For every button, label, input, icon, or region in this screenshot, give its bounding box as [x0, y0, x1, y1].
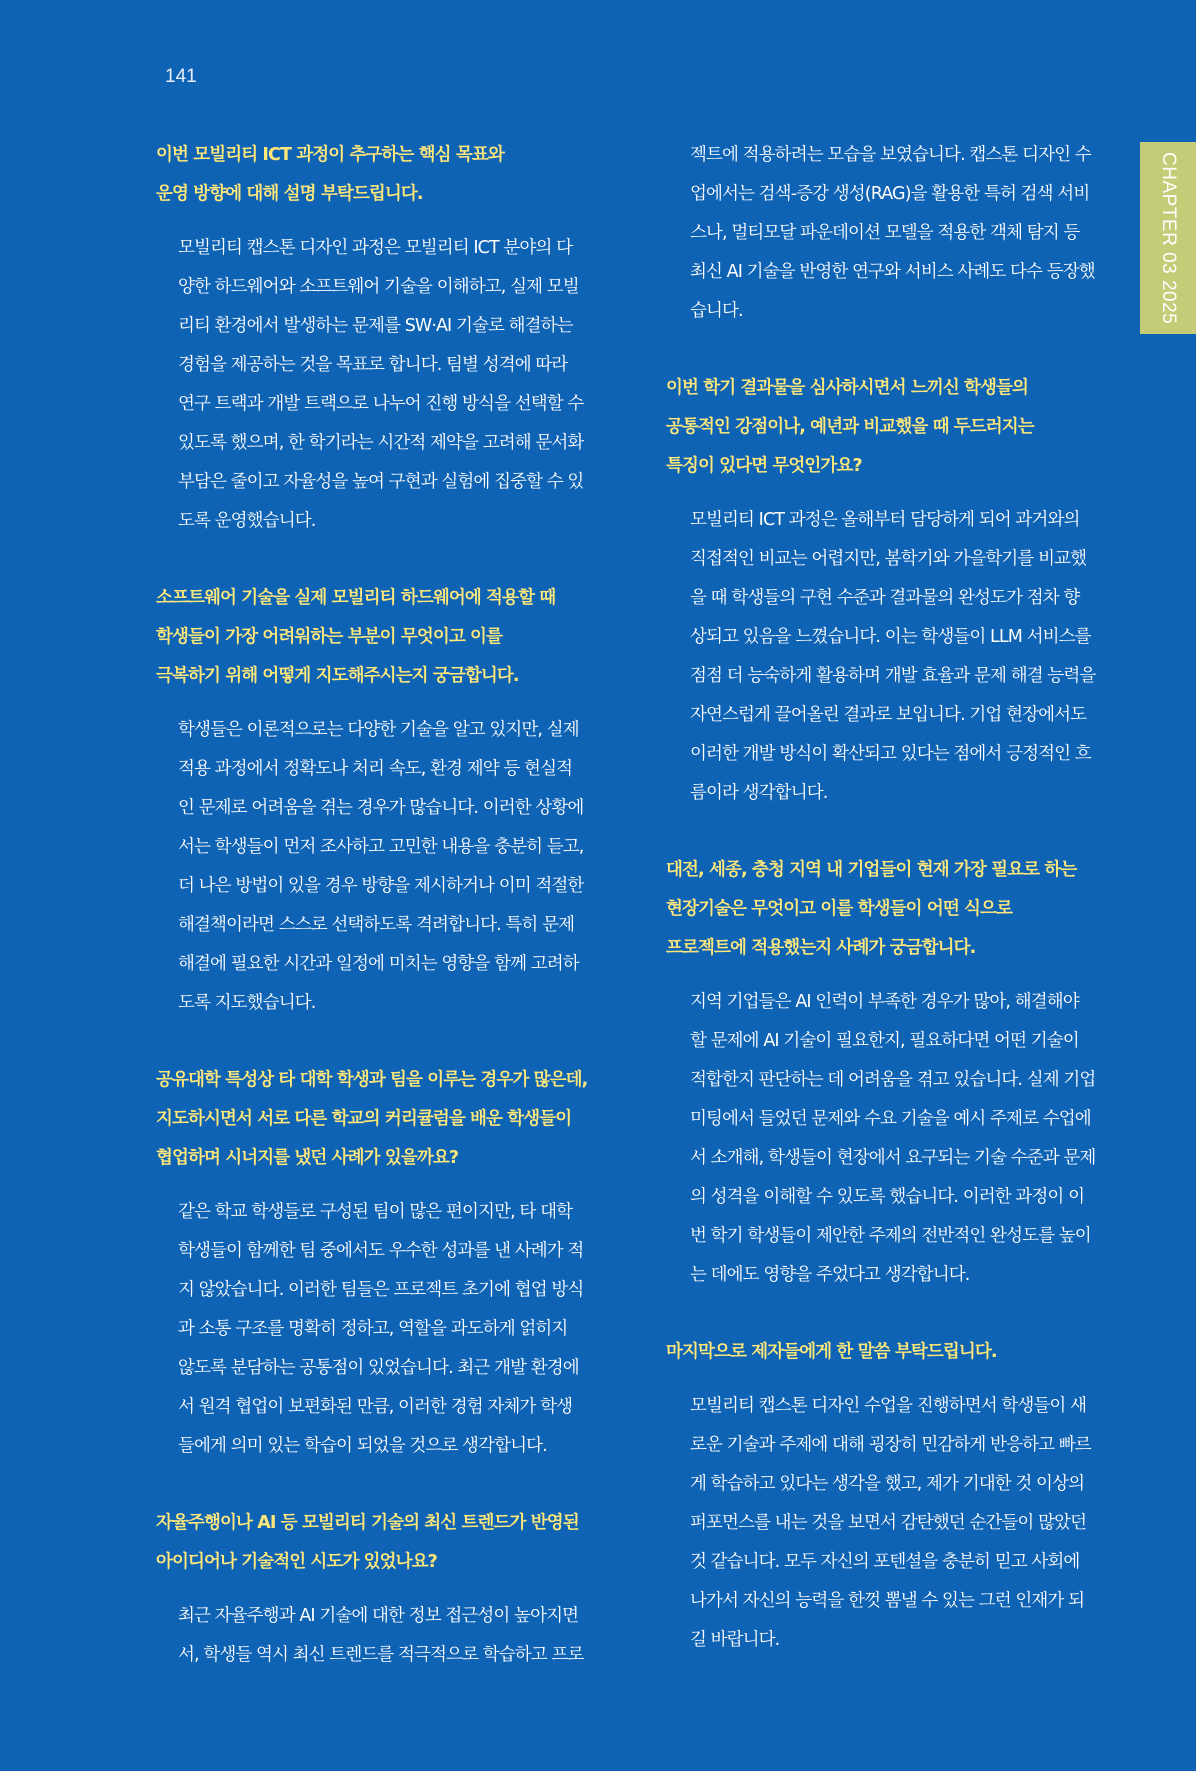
qa-block — [666, 369, 1116, 813]
chapter-tab-label: CHAPTER 03 2025 — [1158, 151, 1179, 325]
answer-paragraph: 모빌리티 ICT 과정은 올해부터 담당하게 되어 과거와의 직접적인 비교는 어렵지만, 봄학기와 가을학기를 비교했 을 때 학생들의 구현 수준과 결과물의 완성도가 점차 향 상되고 있음을 느꼈습니다. 이는 학생들이 LLM 서비스를 점점 더 능숙하게 활용하며 개발 효율과 문제 해결 능력을 자연스럽게 끌어올린 결과로 보입니다. 기업 현장에서도 이러한 개발 방식이 확산되고 있다는 점에서 긍정적인 흐 름이라 생각합니다. — [690, 510, 1096, 803]
question-heading: 이번 모빌리티 ICT 과정이 추구하는 핵심 목표와 운영 방향에 대해 설명 부탁드립니다. — [156, 145, 504, 204]
qa-block-continued — [666, 136, 1116, 331]
answer-paragraph: 학생들은 이론적으로는 다양한 기술을 알고 있지만, 실제 적용 과정에서 정확도나 처리 속도, 환경 제약 등 현실적 인 문제로 어려움을 겪는 경우가 많습니다. 이러한 상황에 서는 학생들이 먼저 조사하고 고민한 내용을 충분히 듣고, 더 나은 방법이 있을 경우 방향을 제시하거나 이미 적절한 해결책이라면 스스로 선택하도록 격려합니다. 특히 문제 해결에 필요한 시간과 일정에 미치는 영향을 함께 고려하 도록 지도했습니다. — [178, 720, 584, 1013]
chapter-tab — [1140, 142, 1196, 334]
qa-block — [666, 1333, 1116, 1660]
qa-block — [156, 579, 606, 1023]
qa-block — [666, 851, 1116, 1295]
question-heading: 마지막으로 제자들에게 한 말씀 부탁드립니다. — [666, 1342, 997, 1362]
answer-paragraph: 최근 자율주행과 AI 기술에 대한 정보 접근성이 높아지면 서, 학생들 역시 최신 트렌드를 적극적으로 학습하고 프로 — [178, 1606, 584, 1665]
answer-paragraph: 모빌리티 캡스톤 디자인 수업을 진행하면서 학생들이 새 로운 기술과 주제에 대해 굉장히 민감하게 반응하고 빠르 게 학습하고 있다는 생각을 했고, 제가 기대한 것 이상의 퍼포먼스를 내는 것을 보면서 감탄했던 순간들이 많았던 것 같습니다. 모두 자신의 포텐셜을 충분히 믿고 사회에 나가서 자신의 능력을 한껏 뽐낼 수 있는 그런 인재가 되 길 바랍니다. — [690, 1396, 1091, 1650]
answer-paragraph: 같은 학교 학생들로 구성된 팀이 많은 편이지만, 타 대학 학생들이 함께한 팀 중에서도 우수한 성과를 낸 사례가 적 지 않았습니다. 이러한 팀들은 프로젝트 초기에 협업 방식 과 소통 구조를 명확히 정하고, 역할을 과도하게 얽히지 않도록 분담하는 공통점이 있었습니다. 최근 개발 환경에 서 원격 협업이 보편화된 만큼, 이러한 경험 자체가 학생 들에게 의미 있는 학습이 되었을 것으로 생각합니다. — [178, 1202, 584, 1456]
question-heading: 자율주행이나 AI 등 모빌리티 기술의 최신 트렌드가 반영된 아이디어나 기술적인 시도가 있었나요? — [156, 1513, 579, 1572]
answer-paragraph: 젝트에 적용하려는 모습을 보였습니다. 캡스톤 디자인 수 업에서는 검색-증강 생성(RAG)을 활용한 특허 검색 서비 스나, 멀티모달 파운데이션 모델을 적용한 객체 탐지 등 최신 AI 기술을 반영한 연구와 서비스 사례도 다수 등장했 습니다. — [690, 145, 1095, 321]
answer-paragraph: 지역 기업들은 AI 인력이 부족한 경우가 많아, 해결해야 할 문제에 AI 기술이 필요한지, 필요하다면 어떤 기술이 적합한지 판단하는 데 어려움을 겪고 있습니다. 실제 기업 미팅에서 들었던 문제와 수요 기술을 예시 주제로 수업에 서 소개해, 학생들이 현장에서 요구되는 기술 수준과 문제 의 성격을 이해할 수 있도록 했습니다. 이러한 과정이 이 번 학기 학생들이 제안한 주제의 전반적인 완성도를 높이 는 데에도 영향을 주었다고 생각합니다. — [690, 992, 1096, 1285]
qa-block — [156, 136, 606, 541]
question-heading: 공유대학 특성상 타 대학 학생과 팀을 이루는 경우가 많은데, 지도하시면서 서로 다른 학교의 커리큘럼을 배운 학생들이 협업하며 시너지를 냈던 사례가 있을까요? — [156, 1070, 588, 1168]
question-heading: 이번 학기 결과물을 심사하시면서 느끼신 학생들의 공통적인 강점이나, 예년과 비교했을 때 두드러지는 특징이 있다면 무엇인가요? — [666, 378, 1034, 476]
qa-block — [156, 1504, 606, 1675]
question-heading: 소프트웨어 기술을 실제 모빌리티 하드웨어에 적용할 때 학생들이 가장 어려워하는 부분이 무엇이고 이를 극복하기 위해 어떻게 지도해주시는지 궁금합니다. — [156, 588, 556, 686]
page-number: 141 — [165, 66, 197, 87]
answer-paragraph: 모빌리티 캡스톤 디자인 과정은 모빌리티 ICT 분야의 다 양한 하드웨어와 소프트웨어 기술을 이해하고, 실제 모빌 리티 환경에서 발생하는 문제를 SW·AI 기술로 해결하는 경험을 제공하는 것을 목표로 합니다. 팀별 성격에 따라 연구 트랙과 개발 트랙으로 나누어 진행 방식을 선택할 수 있도록 했으며, 한 학기라는 시간적 제약을 고려해 문서화 부담은 줄이고 자율성을 높여 구현과 실험에 집중할 수 있 도록 운영했습니다. — [178, 238, 584, 531]
question-heading: 대전, 세종, 충청 지역 내 기업들이 현재 가장 필요로 하는 현장기술은 무엇이고 이를 학생들이 어떤 식으로 프로젝트에 적용했는지 사례가 궁금합니다. — [666, 860, 1077, 958]
qa-block — [156, 1061, 606, 1466]
